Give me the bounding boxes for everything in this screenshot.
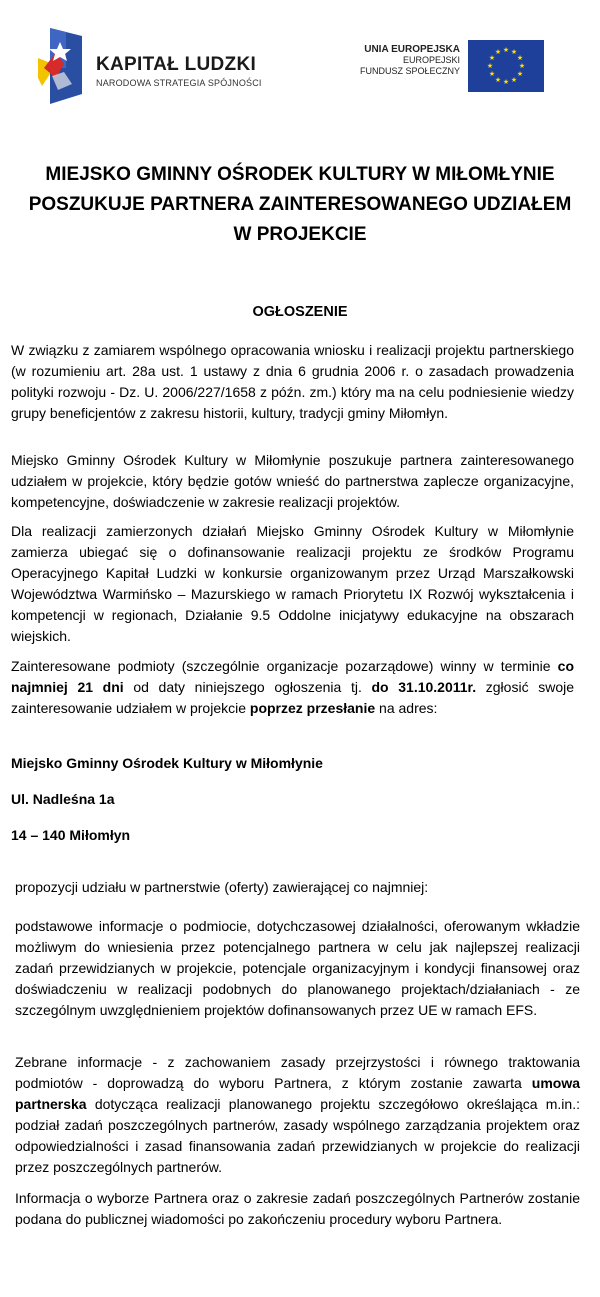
svg-text:★: ★ <box>518 62 526 70</box>
deadline-text-4: na adres: <box>375 700 438 716</box>
kapital-ludzki-emblem-icon <box>36 28 84 104</box>
eu-flag-icon <box>468 40 544 92</box>
title-line-2: POSZUKUJE PARTNERA ZAINTERESOWANEGO UDZIAŁEM <box>28 194 572 215</box>
eu-logo <box>348 40 544 92</box>
address-institution: Miejsko Gminny Ośrodek Kultury w Miłomłynie <box>11 755 323 771</box>
paragraph-intro: W związku z zamiarem wspólnego opracowania wniosku i realizacji projektu partnerskiego (w rozumieniu art. 28a ust. 1 ustawy z dnia 6 grudnia 2006 r. o zasadach prowadzenia polityki rozwoju - Dz. U. 2006/227/1658 z późn. zm.) który ma na celu podniesienie wiedzy grupy beneficjentów z zakresu historii, kultury, tradycji gminy Miłomłyn. <box>11 342 574 421</box>
deadline-method: poprzez przesłanie <box>249 700 376 716</box>
title-line-1: MIEJSKO GMINNY OŚRODEK KULTURY W MIŁOMŁYNIE <box>45 164 555 185</box>
svg-text:★: ★ <box>502 46 510 54</box>
deadline-text-2: od daty niniejszego ogłoszenia tj. <box>123 679 372 695</box>
svg-text:★: ★ <box>516 54 524 62</box>
deadline-text-1: Zainteresowane podmioty (szczególnie organizacje pozarządowe) winny w terminie <box>11 658 558 674</box>
title-line-3: W PROJEKCIE <box>233 224 367 245</box>
eu-logo-line3: FUNDUSZ SPOŁECZNY <box>359 66 460 76</box>
paragraph-search-partner: Miejsko Gminny Ośrodek Kultury w Miłomłynie poszukuje partnera zainteresowanego udziałem w projekcie, który będzie gotów wnieść do partnerstwa zaplecze organizacyjne, kompetencyjne, doświadczenie w zakresie realizacji projektów. <box>11 452 574 510</box>
svg-text:★: ★ <box>502 78 510 86</box>
svg-text:★: ★ <box>516 70 524 78</box>
deadline-text-3: zgłosić swoje zainteresowanie udziałem w projekcie <box>11 679 575 716</box>
address-postal: 14 – 140 Miłomłyn <box>11 827 131 843</box>
section-heading: OGŁOSZENIE <box>252 304 348 320</box>
paragraph-deadline <box>11 656 574 719</box>
selection-agreement: umowa partnerska <box>15 1075 580 1112</box>
svg-text:★: ★ <box>488 54 496 62</box>
svg-text:★: ★ <box>494 76 502 84</box>
paragraph-selection <box>15 1052 580 1178</box>
svg-text:★: ★ <box>510 76 518 84</box>
kapital-ludzki-subtitle: NARODOWA STRATEGIA SPÓJNOŚCI <box>96 78 262 88</box>
svg-text:★: ★ <box>494 48 502 56</box>
eu-logo-line2: EUROPEJSKI <box>402 55 460 65</box>
kapital-ludzki-logo <box>36 28 286 104</box>
paragraph-offer: propozycji udziału w partnerstwie (oferty) zawierającej co najmniej: <box>15 879 429 895</box>
deadline-date: do 31.10.2011r. <box>371 679 477 695</box>
eu-logo-text <box>360 44 460 77</box>
selection-text-1: Zebrane informacje - z zachowaniem zasady przejrzystości i równego traktowania podmiotów - doprowadzą do wyboru Partnera, z którym zostanie zawarta <box>15 1054 580 1091</box>
svg-text:★: ★ <box>488 70 496 78</box>
svg-text:★: ★ <box>486 62 494 70</box>
address-street: Ul. Nadleśna 1a <box>11 791 115 807</box>
announcement-title <box>20 160 580 250</box>
paragraph-funding: Dla realizacji zamierzonych działań Miejsko Gminny Ośrodek Kultury w Miłomłynie zamierza ubiegać się o dofinansowanie realizacji projektu ze środków Programu Operacyjnego Kapitał Ludzki w konkursie organizowanym przez Urząd Marszałkowski Województwa Warmińsko – Mazurskiego w ramach Priorytetu IX Rozwój wykształcenia i kompetencji w regionach, Działanie 9.5 Oddolne inicjatywy edukacyjne na obszarach wiejskich. <box>11 523 574 644</box>
deadline-days: co najmniej 21 dni <box>11 658 574 695</box>
paragraph-offer-contents: podstawowe informacje o podmiocie, dotychczasowej działalności, oferowanym wkładzie możliwym do wniesienia przez potencjalnego partnera w celu jak najlepszej realizacji zadań przewidzianych w projekcie, potencjale organizacyjnym i kondycji finansowej oraz doświadczeniu w realizacji podobnych do planowanego projektach/działaniach - ze szczególnym uwzględnieniem projektów dofinansowanych przez UE w ramach EFS. <box>15 918 580 1018</box>
svg-text:★: ★ <box>510 48 518 56</box>
selection-text-2: dotycząca realizacji planowanego projektu szczegółowo określająca m.in.: podział zadań poszczególnych partnerów, zasady wspólnego zarządzania projektem oraz odpowiedzialności i zasad finansowania zadań przewidzianych w projekcie do realizacji przez poszczególnych partnerów. <box>15 1096 580 1175</box>
paragraph-announcement: Informacja o wyborze Partnera oraz o zakresie zadań poszczególnych Partnerów zostanie podana do publicznej wiadomości po zakończeniu procedury wyboru Partnera. <box>15 1190 580 1227</box>
eu-logo-line1: UNIA EUROPEJSKA <box>364 44 460 55</box>
kapital-ludzki-title: KAPITAŁ LUDZKI <box>96 54 257 75</box>
